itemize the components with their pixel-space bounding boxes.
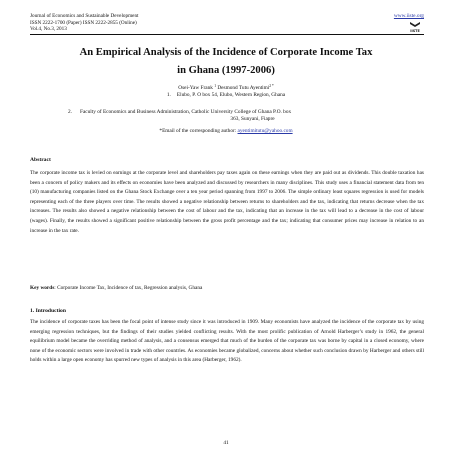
paper-title-line-2: in Ghana (1997-2006) bbox=[177, 65, 275, 76]
email-link[interactable]: ayentimitutu@yahoo.com bbox=[237, 128, 293, 134]
corresponding-email bbox=[20, 128, 432, 135]
keywords-label: Key words bbox=[30, 285, 55, 291]
affiliation-2-number: 2. bbox=[68, 109, 72, 115]
authors-line bbox=[20, 83, 432, 92]
introduction-text: The incidence of corporate taxes has been the focal point of intense study since it was introduced in 1909. Many economists have analyzed the incidence of the corporate tax by using emerging regression techniques, but the findings of their studies yielded conflicting results. With the most prolific publication of Arnold Harberger’s study in 1962, the general equilibrium model became the overriding method of analysis, and a consensus emerged that much of the burden of the corporate tax was borne by capital in a closed economy, where none of the economic sectors were involved in trade with other countries. As economies became globalized, concerns about whether such conclusion drawn by Harberger and others still holds within a large open economy has spurred new types of analysis in this area (Harberger, 1962). bbox=[30, 319, 424, 364]
journal-header bbox=[30, 13, 424, 43]
keywords-line bbox=[30, 284, 424, 294]
author-1: Osei-Yaw Frank bbox=[178, 85, 213, 91]
keywords-text: : Corporate Income Tax, Incidence of tax, Regression analysis, Ghana bbox=[54, 285, 203, 291]
affiliation-1-number: 1. bbox=[166, 92, 171, 98]
email-prefix: *Email of the corresponding author: bbox=[159, 128, 238, 134]
affiliation-2 bbox=[68, 109, 425, 124]
abstract-text: The corporate income tax is levied on earnings at the corporate level and shareholders pay taxes again on these earnings when they are paid out as dividends. This double taxation has been a concern of policy makers and its effects on economies have been analyzed and discussed by researchers in many disciplines. This study uses a financial statement data from ten (10) manufacturing companies listed on the Ghana Stock Exchange over a ten year period spanning from 1997 to 2006. The simple ordinary least squares regression is used for models representing each of the three players over time. The results showed a negative relationship between returns to shareholders and the tax, indicating that returns decrease when the tax increases. The results also showed a negative relationship between the cost of labour and the tax, indicating that an increase in the tax will lead to a decrease in the cost of labour (wages). Finally, the results showed a significant positive relationship between the gross profit percentage and the tax; indicating that consumer prices may increase in relation to an increase in the tax rate. bbox=[30, 170, 424, 234]
author-2: Desmond Tutu Ayentimi bbox=[217, 85, 270, 91]
journal-issn: ISSN 2222-1700 (Paper) ISSN 2222-2855 (Online) bbox=[30, 19, 137, 26]
journal-url-link[interactable]: www.iiste.org bbox=[393, 13, 424, 19]
page-number: 41 bbox=[223, 440, 229, 446]
affiliation-1-text: Elubo, P. O box 54, Elubo, Western Region, Ghana bbox=[176, 92, 286, 98]
header-divider bbox=[30, 34, 424, 35]
journal-info bbox=[30, 13, 138, 33]
affiliation-1 bbox=[20, 92, 432, 99]
journal-name: Journal of Economics and Sustainable Development bbox=[30, 13, 139, 19]
author-1-affil-mark: 1 bbox=[214, 84, 217, 88]
iiste-logo-icon bbox=[408, 21, 422, 33]
journal-volume: Vol.4, No.3, 2013 bbox=[30, 26, 67, 33]
affiliation-2-line-2: 363, Sunyani, Fiapre bbox=[230, 116, 275, 123]
affiliation-2-line-1: Faculty of Economics and Business Administration, Catholic University College of Ghana P.O. box bbox=[80, 109, 292, 115]
introduction-heading: 1. Introduction bbox=[30, 308, 66, 314]
logo-text: IISTE bbox=[410, 29, 420, 33]
author-2-affil-mark: 2 * bbox=[269, 84, 274, 88]
paper-title-line-1: An Empirical Analysis of the Incidence of Corporate Income Tax bbox=[79, 47, 373, 58]
abstract-heading: Abstract bbox=[30, 157, 51, 163]
